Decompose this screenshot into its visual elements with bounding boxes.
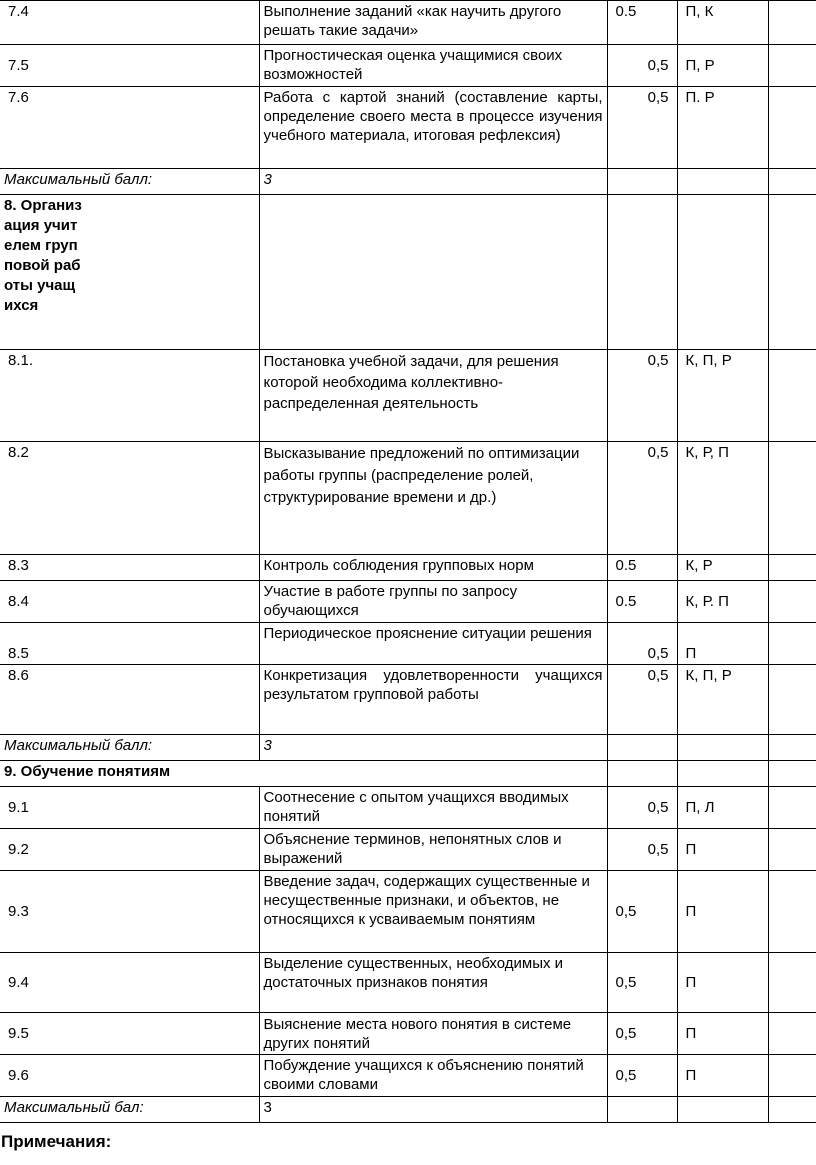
- type-cell: К, Р, П: [677, 442, 768, 555]
- table-row: [0, 555, 816, 581]
- empty-cell: [768, 953, 816, 1013]
- empty-cell: [768, 87, 816, 169]
- criterion-text: Участие в работе группы по запросу обучающихся: [259, 581, 607, 623]
- row-number: 8.2: [0, 442, 259, 555]
- empty-cell: [768, 442, 816, 555]
- score-cell: 0,5: [607, 953, 677, 1013]
- criterion-text: Выделение существенных, необходимых и достаточных признаков понятия: [259, 953, 607, 1013]
- row-number: 8.5: [0, 623, 259, 665]
- type-cell: П: [677, 953, 768, 1013]
- score-cell: 0.5: [607, 555, 677, 581]
- empty-cell: [768, 581, 816, 623]
- empty-cell: [768, 1055, 816, 1097]
- table-row: [0, 953, 816, 1013]
- max-score-value: 3: [259, 169, 607, 195]
- criterion-text: Постановка учебной задачи, для решения которой необходима коллективно-распределенная деятельность: [259, 350, 607, 442]
- empty-cell: [607, 1097, 677, 1123]
- empty-cell: [768, 665, 816, 735]
- row-number: 8.1.: [0, 350, 259, 442]
- type-cell: П: [677, 623, 768, 665]
- section-row: [0, 761, 816, 787]
- score-cell: 0,5: [607, 45, 677, 87]
- table-row: [0, 871, 816, 953]
- empty-cell: [607, 195, 677, 350]
- type-cell: П, Л: [677, 787, 768, 829]
- row-number: 9.6: [0, 1055, 259, 1097]
- criterion-text: Выяснение места нового понятия в системе других понятий: [259, 1013, 607, 1055]
- row-number: 9.3: [0, 871, 259, 953]
- score-cell: 0,5: [607, 442, 677, 555]
- empty-cell: [768, 829, 816, 871]
- row-number: 8.3: [0, 555, 259, 581]
- table-row: [0, 665, 816, 735]
- table-row: [0, 623, 816, 665]
- max-score-value: 3: [259, 735, 607, 761]
- notes-heading: Примечания:: [1, 1132, 112, 1151]
- empty-cell: [677, 195, 768, 350]
- criterion-text: Выполнение заданий «как научить другого решать такие задачи»: [259, 1, 607, 45]
- section-title: [0, 195, 259, 350]
- empty-cell: [677, 169, 768, 195]
- table-row: [0, 1055, 816, 1097]
- max-score-label: Максимальный бал:: [0, 1097, 259, 1123]
- type-cell: К, Р: [677, 555, 768, 581]
- score-cell: 0,5: [607, 1013, 677, 1055]
- criterion-text: Объяснение терминов, непонятных слов и выражений: [259, 829, 607, 871]
- score-cell: 0,5: [607, 829, 677, 871]
- empty-cell: [768, 350, 816, 442]
- row-number: 7.5: [0, 45, 259, 87]
- row-number: 8.4: [0, 581, 259, 623]
- criterion-text: Работа с картой знаний (составление карты, определение своего места в процессе изучения учебного материала, итоговая рефлексия): [259, 87, 607, 169]
- empty-cell: [259, 195, 607, 350]
- criterion-text: Введение задач, содержащих существенные и несущественные признаки, и объектов, не относящихся к усваиваемым понятиям: [259, 871, 607, 953]
- table-row: [0, 829, 816, 871]
- row-number: 9.1: [0, 787, 259, 829]
- section-row: [0, 195, 816, 350]
- table-row: [0, 87, 816, 169]
- table-row: [0, 1013, 816, 1055]
- type-cell: П: [677, 1055, 768, 1097]
- empty-cell: [677, 735, 768, 761]
- type-cell: П. Р: [677, 87, 768, 169]
- score-cell: 0,5: [607, 87, 677, 169]
- empty-cell: [768, 871, 816, 953]
- table-row: [0, 45, 816, 87]
- empty-cell: [768, 195, 816, 350]
- empty-cell: [607, 735, 677, 761]
- section-title: 9. Обучение понятиям: [0, 761, 607, 787]
- table-row: [0, 350, 816, 442]
- criterion-text: Периодическое прояснение ситуации решения: [259, 623, 607, 665]
- empty-cell: [607, 169, 677, 195]
- criterion-text: Соотнесение с опытом учащихся вводимых понятий: [259, 787, 607, 829]
- max-score-row: [0, 1097, 816, 1123]
- score-cell: 0,5: [607, 787, 677, 829]
- max-score-row: [0, 735, 816, 761]
- max-score-row: [0, 169, 816, 195]
- criterion-text: Высказывание предложений по оптимизации работы группы (распределение ролей, структурирование времени и др.): [259, 442, 607, 555]
- max-score-value: 3: [259, 1097, 607, 1123]
- row-number: 7.4: [0, 1, 259, 45]
- empty-cell: [768, 169, 816, 195]
- row-number: 9.2: [0, 829, 259, 871]
- score-cell: 0,5: [607, 871, 677, 953]
- type-cell: К, П, Р: [677, 665, 768, 735]
- row-number: 8.6: [0, 665, 259, 735]
- row-number: 9.5: [0, 1013, 259, 1055]
- empty-cell: [768, 45, 816, 87]
- criterion-text: Конкретизация удовлетворенности учащихся результатом групповой работы: [259, 665, 607, 735]
- table-row: [0, 581, 816, 623]
- empty-cell: [677, 1097, 768, 1123]
- criterion-text: Прогностическая оценка учащимися своих возможностей: [259, 45, 607, 87]
- criterion-text: Контроль соблюдения групповых норм: [259, 555, 607, 581]
- score-cell: 0.5: [607, 1, 677, 45]
- score-cell: 0,5: [607, 350, 677, 442]
- empty-cell: [768, 735, 816, 761]
- empty-cell: [607, 761, 677, 787]
- table-row: [0, 442, 816, 555]
- empty-cell: [768, 623, 816, 665]
- row-number: 7.6: [0, 87, 259, 169]
- section-title-text: 8. Организация учителем групповой работы учащихся: [4, 197, 82, 314]
- max-score-label: Максимальный балл:: [0, 169, 259, 195]
- criterion-text: Побуждение учащихся к объяснению понятий своими словами: [259, 1055, 607, 1097]
- empty-cell: [768, 1097, 816, 1123]
- type-cell: К, П, Р: [677, 350, 768, 442]
- type-cell: П, К: [677, 1, 768, 45]
- type-cell: П, Р: [677, 45, 768, 87]
- type-cell: П: [677, 871, 768, 953]
- empty-cell: [677, 761, 768, 787]
- table-row: [0, 787, 816, 829]
- empty-cell: [768, 555, 816, 581]
- score-cell: 0.5: [607, 581, 677, 623]
- empty-cell: [768, 1013, 816, 1055]
- score-cell: 0,5: [607, 623, 677, 665]
- empty-cell: [768, 761, 816, 787]
- empty-cell: [768, 787, 816, 829]
- max-score-label: Максимальный балл:: [0, 735, 259, 761]
- type-cell: П: [677, 1013, 768, 1055]
- table-row: [0, 1, 816, 45]
- type-cell: П: [677, 829, 768, 871]
- row-number: 9.4: [0, 953, 259, 1013]
- type-cell: К, Р. П: [677, 581, 768, 623]
- score-cell: 0,5: [607, 1055, 677, 1097]
- score-cell: 0,5: [607, 665, 677, 735]
- empty-cell: [768, 1, 816, 45]
